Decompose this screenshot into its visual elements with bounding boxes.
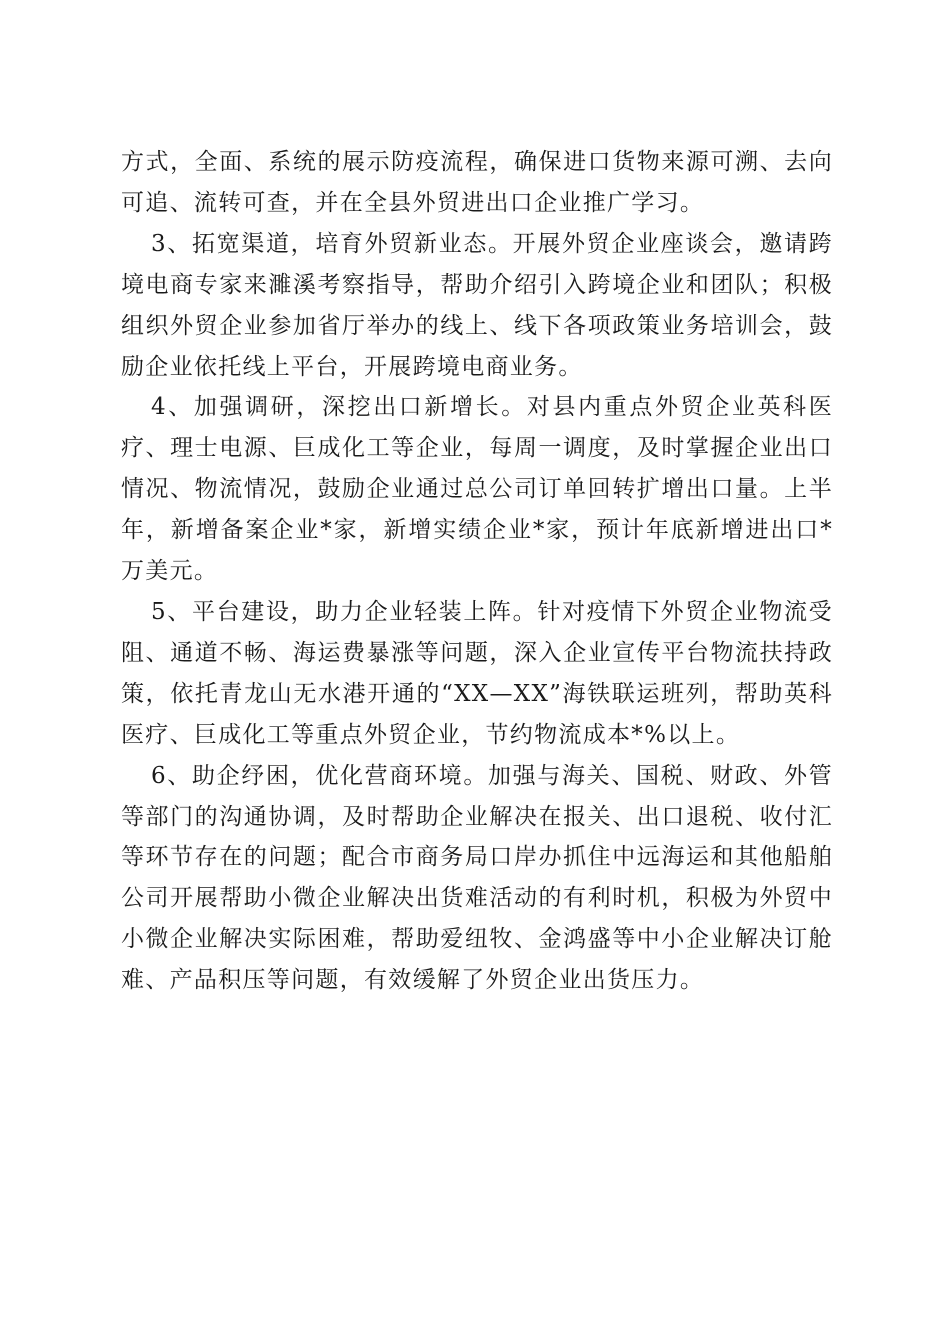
paragraph-item-4: 4、加强调研，深挖出口新增长。对县内重点外贸企业英科医疗、理士电源、巨成化工等企业，每周一调度，及时掌握企业出口情况、物流情况，鼓励企业通过总公司订单回转扩增出口量。上半年，新增备案企业*家，新增实绩企业*家，预计年底新增进出口*万美元。 — [121, 394, 833, 585]
paragraph-item-3: 3、拓宽渠道，培育外贸新业态。开展外贸企业座谈会，邀请跨境电商专家来濉溪考察指导，帮助介绍引入跨境企业和团队；积极组织外贸企业参加省厅举办的线上、线下各项政策业务培训会，鼓励企业依托线上平台，开展跨境电商业务。 — [121, 230, 833, 380]
document-body — [121, 142, 833, 1001]
paragraph-continuation: 方式，全面、系统的展示防疫流程，确保进口货物来源可溯、去向可追、流转可查，并在全县外贸进出口企业推广学习。 — [121, 149, 833, 216]
paragraph-item-6: 6、助企纾困，优化营商环境。加强与海关、国税、财政、外管等部门的沟通协调，及时帮助企业解决在报关、出口退税、收付汇等环节存在的问题；配合市商务局口岸办抓住中远海运和其他船舶公司开展帮助小微企业解决出货难活动的有利时机，积极为外贸中小微企业解决实际困难，帮助爱纽牧、金鸿盛等中小企业解决订舱难、产品积压等问题，有效缓解了外贸企业出货压力。 — [121, 762, 833, 994]
paragraph-item-5: 5、平台建设，助力企业轻装上阵。针对疫情下外贸企业物流受阻、通道不畅、海运费暴涨等问题，深入企业宣传平台物流扶持政策，依托青龙山无水港开通的“XX—XX”海铁联运班列，帮助英科医疗、巨成化工等重点外贸企业，节约物流成本*%以上。 — [121, 598, 833, 748]
